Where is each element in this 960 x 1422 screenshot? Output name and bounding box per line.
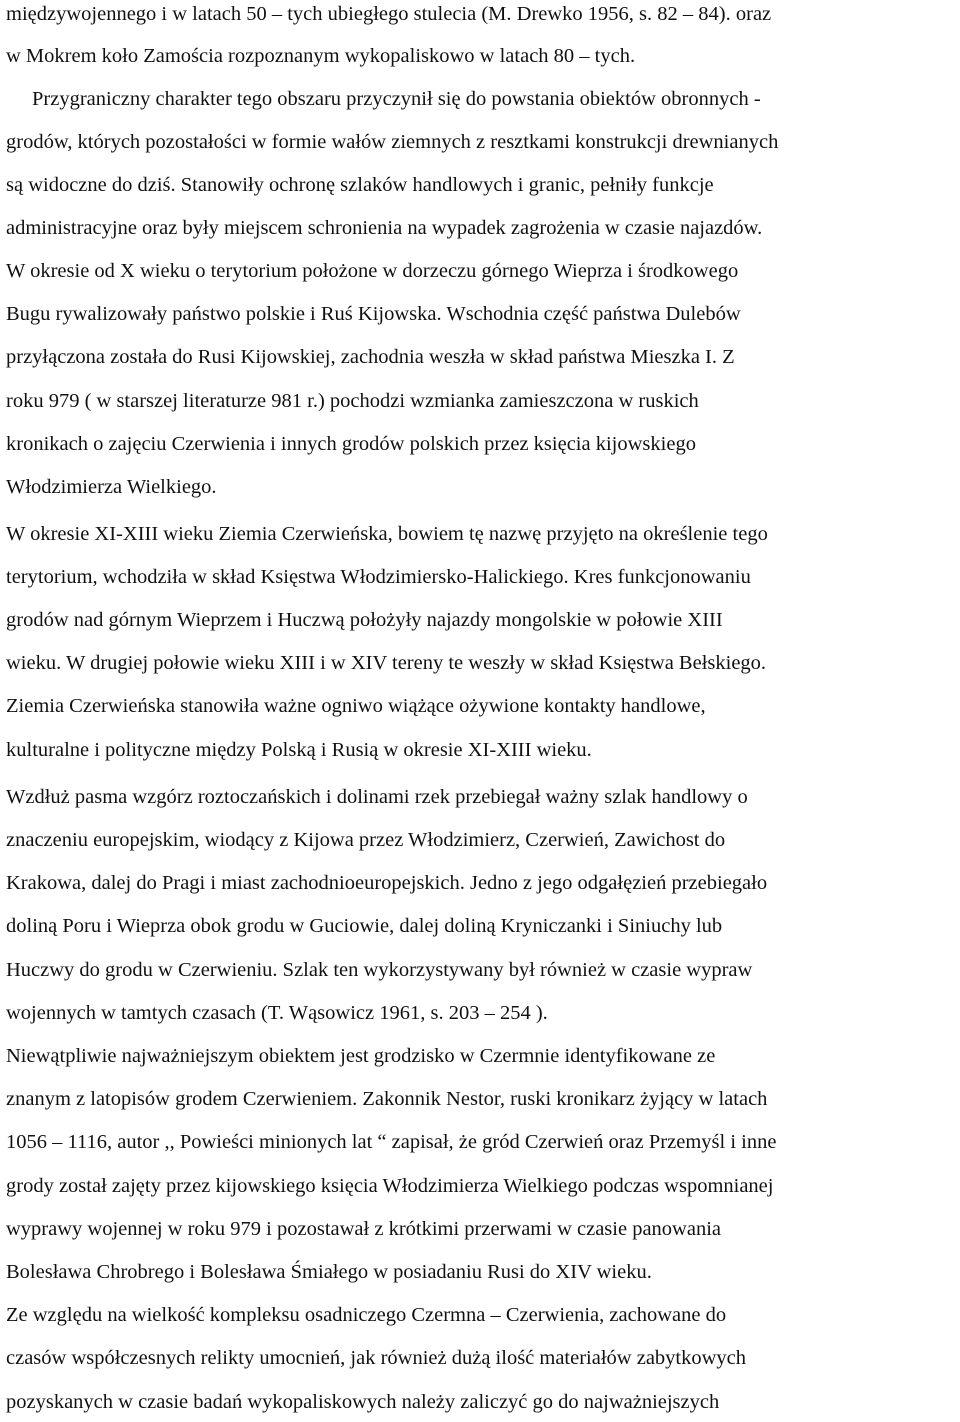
text-line: Ze względu na wielkość kompleksu osadniczego Czermna – Czerwienia, zachowane do (6, 1304, 727, 1326)
text-line: W okresie od X wieku o terytorium położone w dorzeczu górnego Wieprza i środkowego (6, 260, 739, 282)
text-line: W okresie XI-XIII wieku Ziemia Czerwieńska, bowiem tę nazwę przyjęto na określenie tego (6, 523, 768, 545)
text-line: znanym z latopisów grodem Czerwieniem. Zakonnik Nestor, ruski kronikarz żyjący w latach (6, 1088, 768, 1110)
text-line: roku 979 ( w starszej literaturze 981 r.) pochodzi wzmianka zamieszczona w ruskich (6, 390, 699, 412)
text-line: terytorium, wchodziła w skład Księstwa Włodzimiersko-Halickiego. Kres funkcjonowaniu (6, 566, 751, 588)
text-line: wieku. W drugiej połowie wieku XIII i w XIV tereny te weszły w skład Księstwa Bełskiego. (6, 652, 767, 674)
text-line: kronikach o zajęciu Czerwienia i innych grodów polskich przez księcia kijowskiego (6, 433, 696, 455)
text-line: grodów nad górnym Wieprzem i Huczwą położyły najazdy mongolskie w połowie XIII (6, 609, 723, 631)
text-line: pozyskanych w czasie badań wykopaliskowych należy zaliczyć go do najważniejszych (6, 1391, 720, 1413)
text-line: są widoczne do dziś. Stanowiły ochronę szlaków handlowych i granic, pełniły funkcje (6, 174, 714, 196)
text-line: 1056 – 1116, autor ,, Powieści minionych lat “ zapisał, że gród Czerwień oraz Przemyśl i inne (6, 1131, 777, 1153)
text-line: czasów współczesnych relikty umocnień, jak również dużą ilość materiałów zabytkowych (6, 1347, 747, 1369)
text-line: przyłączona została do Rusi Kijowskiej, zachodnia weszła w skład państwa Mieszka I. Z (6, 346, 735, 368)
text-line: Przygraniczny charakter tego obszaru przyczynił się do powstania obiektów obronnych - (32, 88, 761, 110)
text-line: wyprawy wojennej w roku 979 i pozostawał z krótkimi przerwami w czasie panowania (6, 1218, 721, 1240)
text-line: Krakowa, dalej do Pragi i miast zachodnioeuropejskich. Jedno z jego odgałęzień przebiegało (6, 872, 768, 894)
text-line: Bolesława Chrobrego i Bolesława Śmiałego w posiadaniu Rusi do XIV wieku. (6, 1261, 652, 1283)
text-line: Ziemia Czerwieńska stanowiła ważne ogniwo wiążące ożywione kontakty handlowe, (6, 695, 706, 717)
text-line: doliną Poru i Wieprza obok grodu w Guciowie, dalej doliną Kryniczanki i Siniuchy lub (6, 915, 723, 937)
text-line: Bugu rywalizowały państwo polskie i Ruś Kijowska. Wschodnia część państwa Dulebów (6, 303, 741, 325)
text-line: Włodzimierza Wielkiego. (6, 476, 217, 498)
text-line: Huczwy do grodu w Czerwieniu. Szlak ten wykorzystywany był również w czasie wypraw (6, 959, 753, 981)
text-line: kulturalne i polityczne między Polską i Rusią w okresie XI-XIII wieku. (6, 739, 592, 761)
text-line: grody został zajęty przez kijowskiego księcia Włodzimierza Wielkiego podczas wspomnianej (6, 1175, 774, 1197)
text-line: w Mokrem koło Zamościa rozpoznanym wykopaliskowo w latach 80 – tych. (6, 45, 636, 67)
text-line: międzywojennego i w latach 50 – tych ubiegłego stulecia (M. Drewko 1956, s. 82 – 84). oraz (6, 3, 772, 25)
text-line: wojennych w tamtych czasach (T. Wąsowicz 1961, s. 203 – 254 ). (6, 1002, 548, 1024)
text-line: Wzdłuż pasma wzgórz roztoczańskich i dolinami rzek przebiegał ważny szlak handlowy o (6, 786, 748, 808)
text-line: znaczeniu europejskim, wiodący z Kijowa przez Włodzimierz, Czerwień, Zawichost do (6, 829, 726, 851)
text-line: administracyjne oraz były miejscem schronienia na wypadek zagrożenia w czasie najazdów. (6, 217, 763, 239)
text-line: grodów, których pozostałości w formie wałów ziemnych z resztkami konstrukcji drewnianych (6, 131, 779, 153)
text-line: Niewątpliwie najważniejszym obiektem jest grodzisko w Czermnie identyfikowane ze (6, 1045, 716, 1067)
